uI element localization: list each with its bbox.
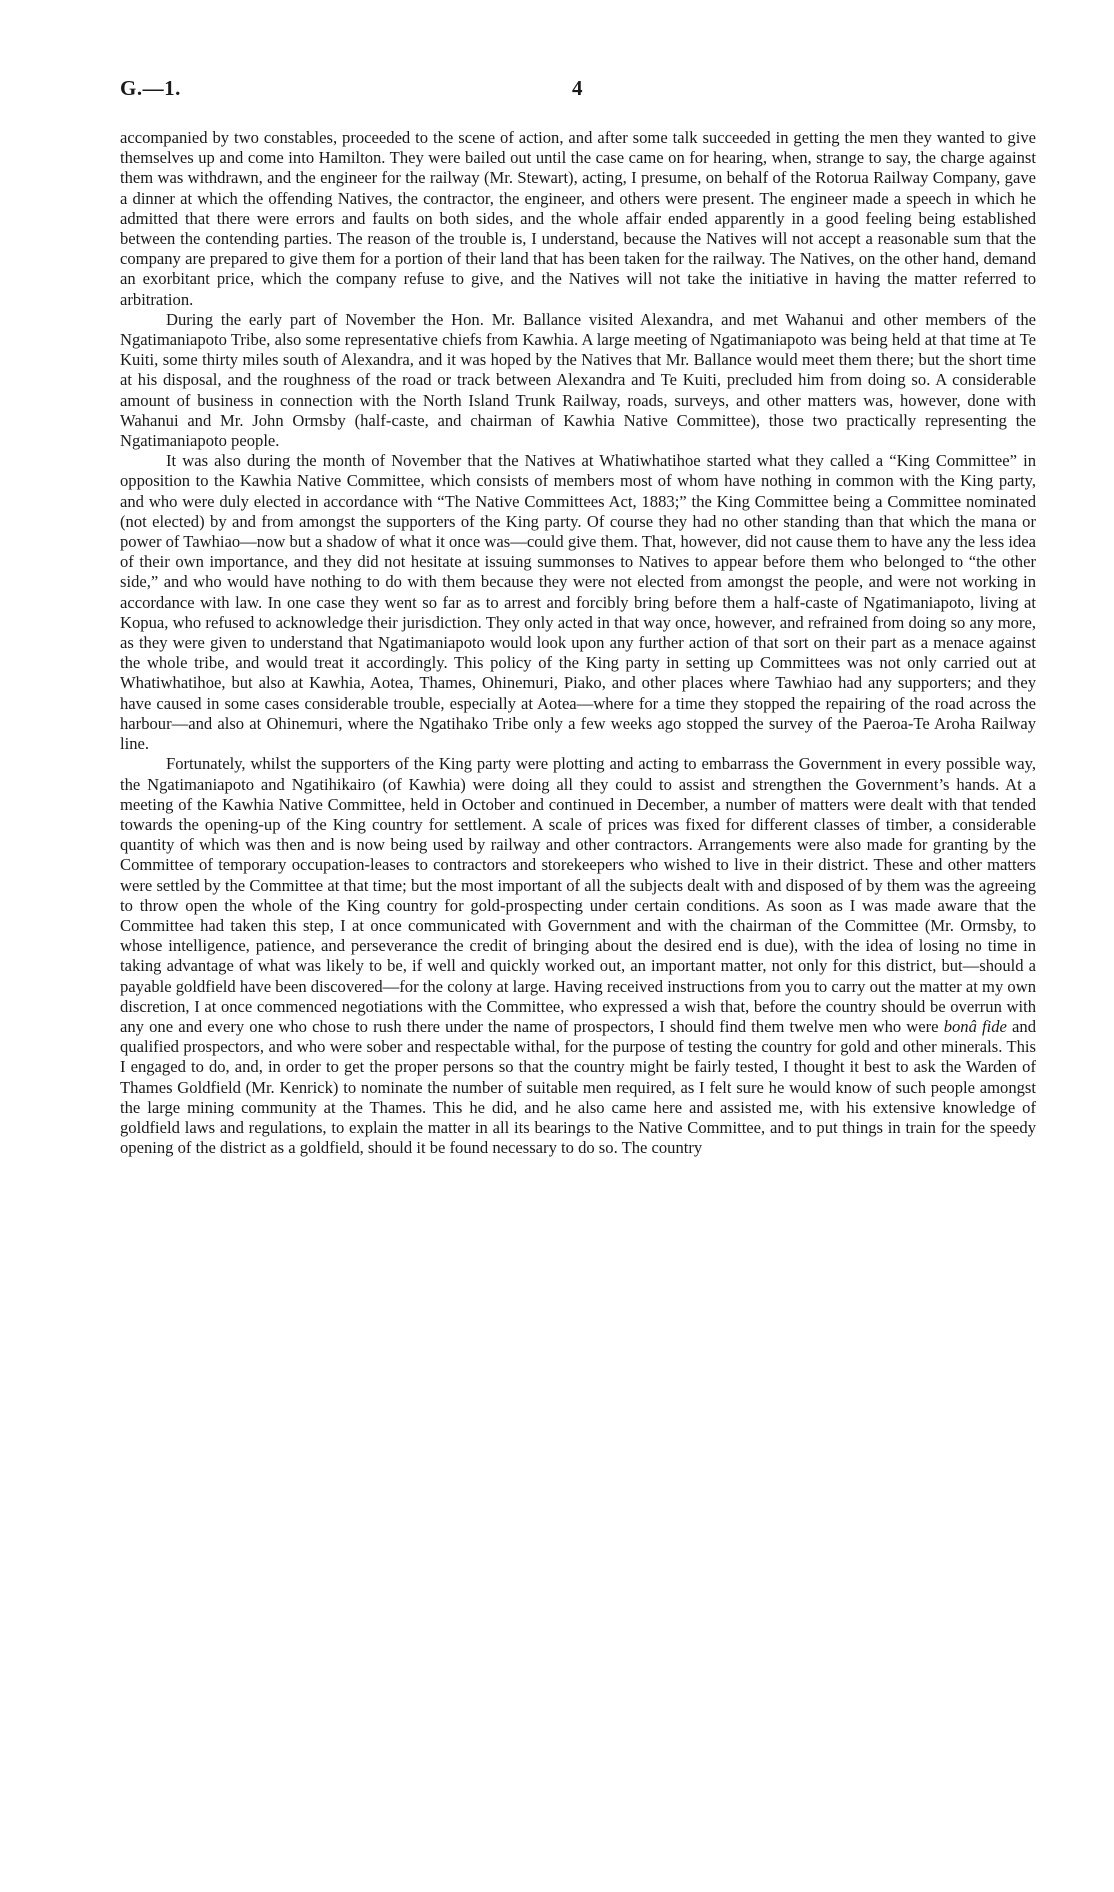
paragraph-gold-prospecting: [120, 754, 1036, 1158]
page-header: [120, 76, 1000, 106]
page-number: 4: [572, 76, 583, 100]
paragraph-ballance-visit: During the early part of November the Hon. Mr. Ballance visited Alexandra, and met Wahanui and other members of the Ngatimaniapoto Tribe, also some representative chiefs from Kawhia. A large meeting of Ngatimaniapoto was being held at that time at Te Kuiti, some thirty miles south of Alexandra, and it was hoped by the Natives that Mr. Ballance would meet them there; but the short time at his disposal, and the roughness of the road or track between Alexandra and Te Kuiti, precluded him from doing so. A considerable amount of business in connection with the North Island Trunk Railway, roads, surveys, and other matters was, however, done with Wahanui and Mr. John Ormsby (half-caste, and chairman of Kawhia Native Committee), those two practically representing the Ngatimaniapoto people.: [120, 309, 1036, 451]
paragraph-continued: accompanied by two constables, proceeded to the scene of action, and after some talk succeeded in getting the men they wanted to give themselves up and come into Hamilton. They were bailed out until the case came on for hearing, when, strange to say, the charge against them was withdrawn, and the engineer for the railway (Mr. Stewart), acting, I presume, on behalf of the Rotorua Railway Company, gave a dinner at which the offending Natives, the contractor, the engineer, and others were present. The engineer made a speech in which he admitted that there were errors and faults on both sides, and the whole affair ended apparently in a good feeling being established between the contending parties. The reason of the trouble is, I understand, because the Natives will not accept a reasonable sum that the company are prepared to give them for a portion of their land that has been taken for the railway. The Natives, on the other hand, demand an exorbitant price, which the company refuse to give, and the Natives will not take the initiative in having the matter referred to arbitration.: [120, 128, 1036, 309]
body-text: [120, 128, 1036, 1158]
paragraph-text-part: and qualified prospectors, and who were sober and respectable withal, for the purpose of testing the country for gold and other minerals. This I engaged to do, and, in order to get the proper persons so that the country might be fairly tested, I thought it best to ask the Warden of Thames Goldfield (Mr. Kenrick) to nominate the number of suitable men required, as I felt sure he would know of such people amongst the large mining community at the Thames. This he did, and he also came here and assisted me, with his extensive knowledge of goldfield laws and regulations, to explain the matter in all its bearings to the Native Committee, and to put things in train for the speedy opening of the district as a goldfield, should it be found necessary to do so. The country: [120, 1016, 1037, 1158]
paragraph-text-part: Fortunately, whilst the supporters of the King party were plotting and acting to embarrass the Government in every possible way, the Ngatimaniapoto and Ngatihikairo (of Kawhia) were doing all they could to assist and strengthen the Government’s hands. At a meeting of the Kawhia Native Committee, held in October and continued in December, a number of matters were dealt with that tended towards the opening-up of the King country for settlement. A scale of prices was fixed for different classes of timber, a considerable quantity of which was then and is now being used by railway and other contractors. Arrangements were also made for granting by the Committee of temporary occupation-leases to contractors and storekeepers who wished to live in their district. These and other matters were settled by the Committee at that time; but the most important of all the subjects dealt with and disposed of by them was the agreeing to throw open the whole of the King country for gold-prospecting under certain conditions. As soon as I was made aware that the Committee had taken this step, I at once communicated with Government and with the chairman of the Committee (Mr. Ormsby, to whose intelligence, patience, and perseverance the credit of bringing about the desired end is due), with the idea of losing no time in taking advantage of what was likely to be, if well and quickly worked out, an important matter, not only for this district, but—should a payable goldfield have been discovered—for the colony at large. Having received instructions from you to carry out the matter at my own discretion, I at once commenced negotiations with the Committee, who expressed a wish that, before the country should be overrun with any one and every one who chose to rush there under the name of prospectors, I should find them twelve men who were: [120, 754, 1036, 1036]
paragraph-king-committee: It was also during the month of November that the Natives at Whatiwhatihoe started what they called a “King Committee” in opposition to the Kawhia Native Committee, which consists of members most of whom have nothing in common with the King party, and who were duly elected in accordance with “The Native Committees Act, 1883;” the King Committee being a Committee nominated (not elected) by and from amongst the supporters of the King party. Of course they had no other standing than that which the mana or power of Tawhiao—now but a shadow of what it once was—could give them. That, however, did not cause them to have any the less idea of their own importance, and they did not hesitate at issuing summonses to Natives to appear before them who belonged to “the other side,” and who would have nothing to do with them because they were not elected from amongst the people, and were not working in accordance with law. In one case they went so far as to arrest and forcibly bring before them a half-caste of Ngatimaniapoto, living at Kopua, who refused to acknowledge their jurisdiction. They only acted in that way once, however, and refrained from doing so any more, as they were given to understand that Ngatimaniapoto would look upon any further action of that sort on their part as a menace against the whole tribe, and would treat it accordingly. This policy of the King party in setting up Committees was not only carried out at Whatiwhatihoe, but also at Kawhia, Aotea, Thames, Ohinemuri, Piako, and other places where Tawhiao had any supporters; and they have caused in some cases considerable trouble, especially at Aotea—where for a time they stopped the repairing of the road across the harbour—and also at Ohinemuri, where the Ngatihako Tribe only a few weeks ago stopped the survey of the Paeroa-Te Aroha Railway line.: [120, 451, 1036, 754]
document-reference: G.—1.: [120, 76, 181, 100]
italic-phrase: bonâ fide: [943, 1016, 1007, 1036]
